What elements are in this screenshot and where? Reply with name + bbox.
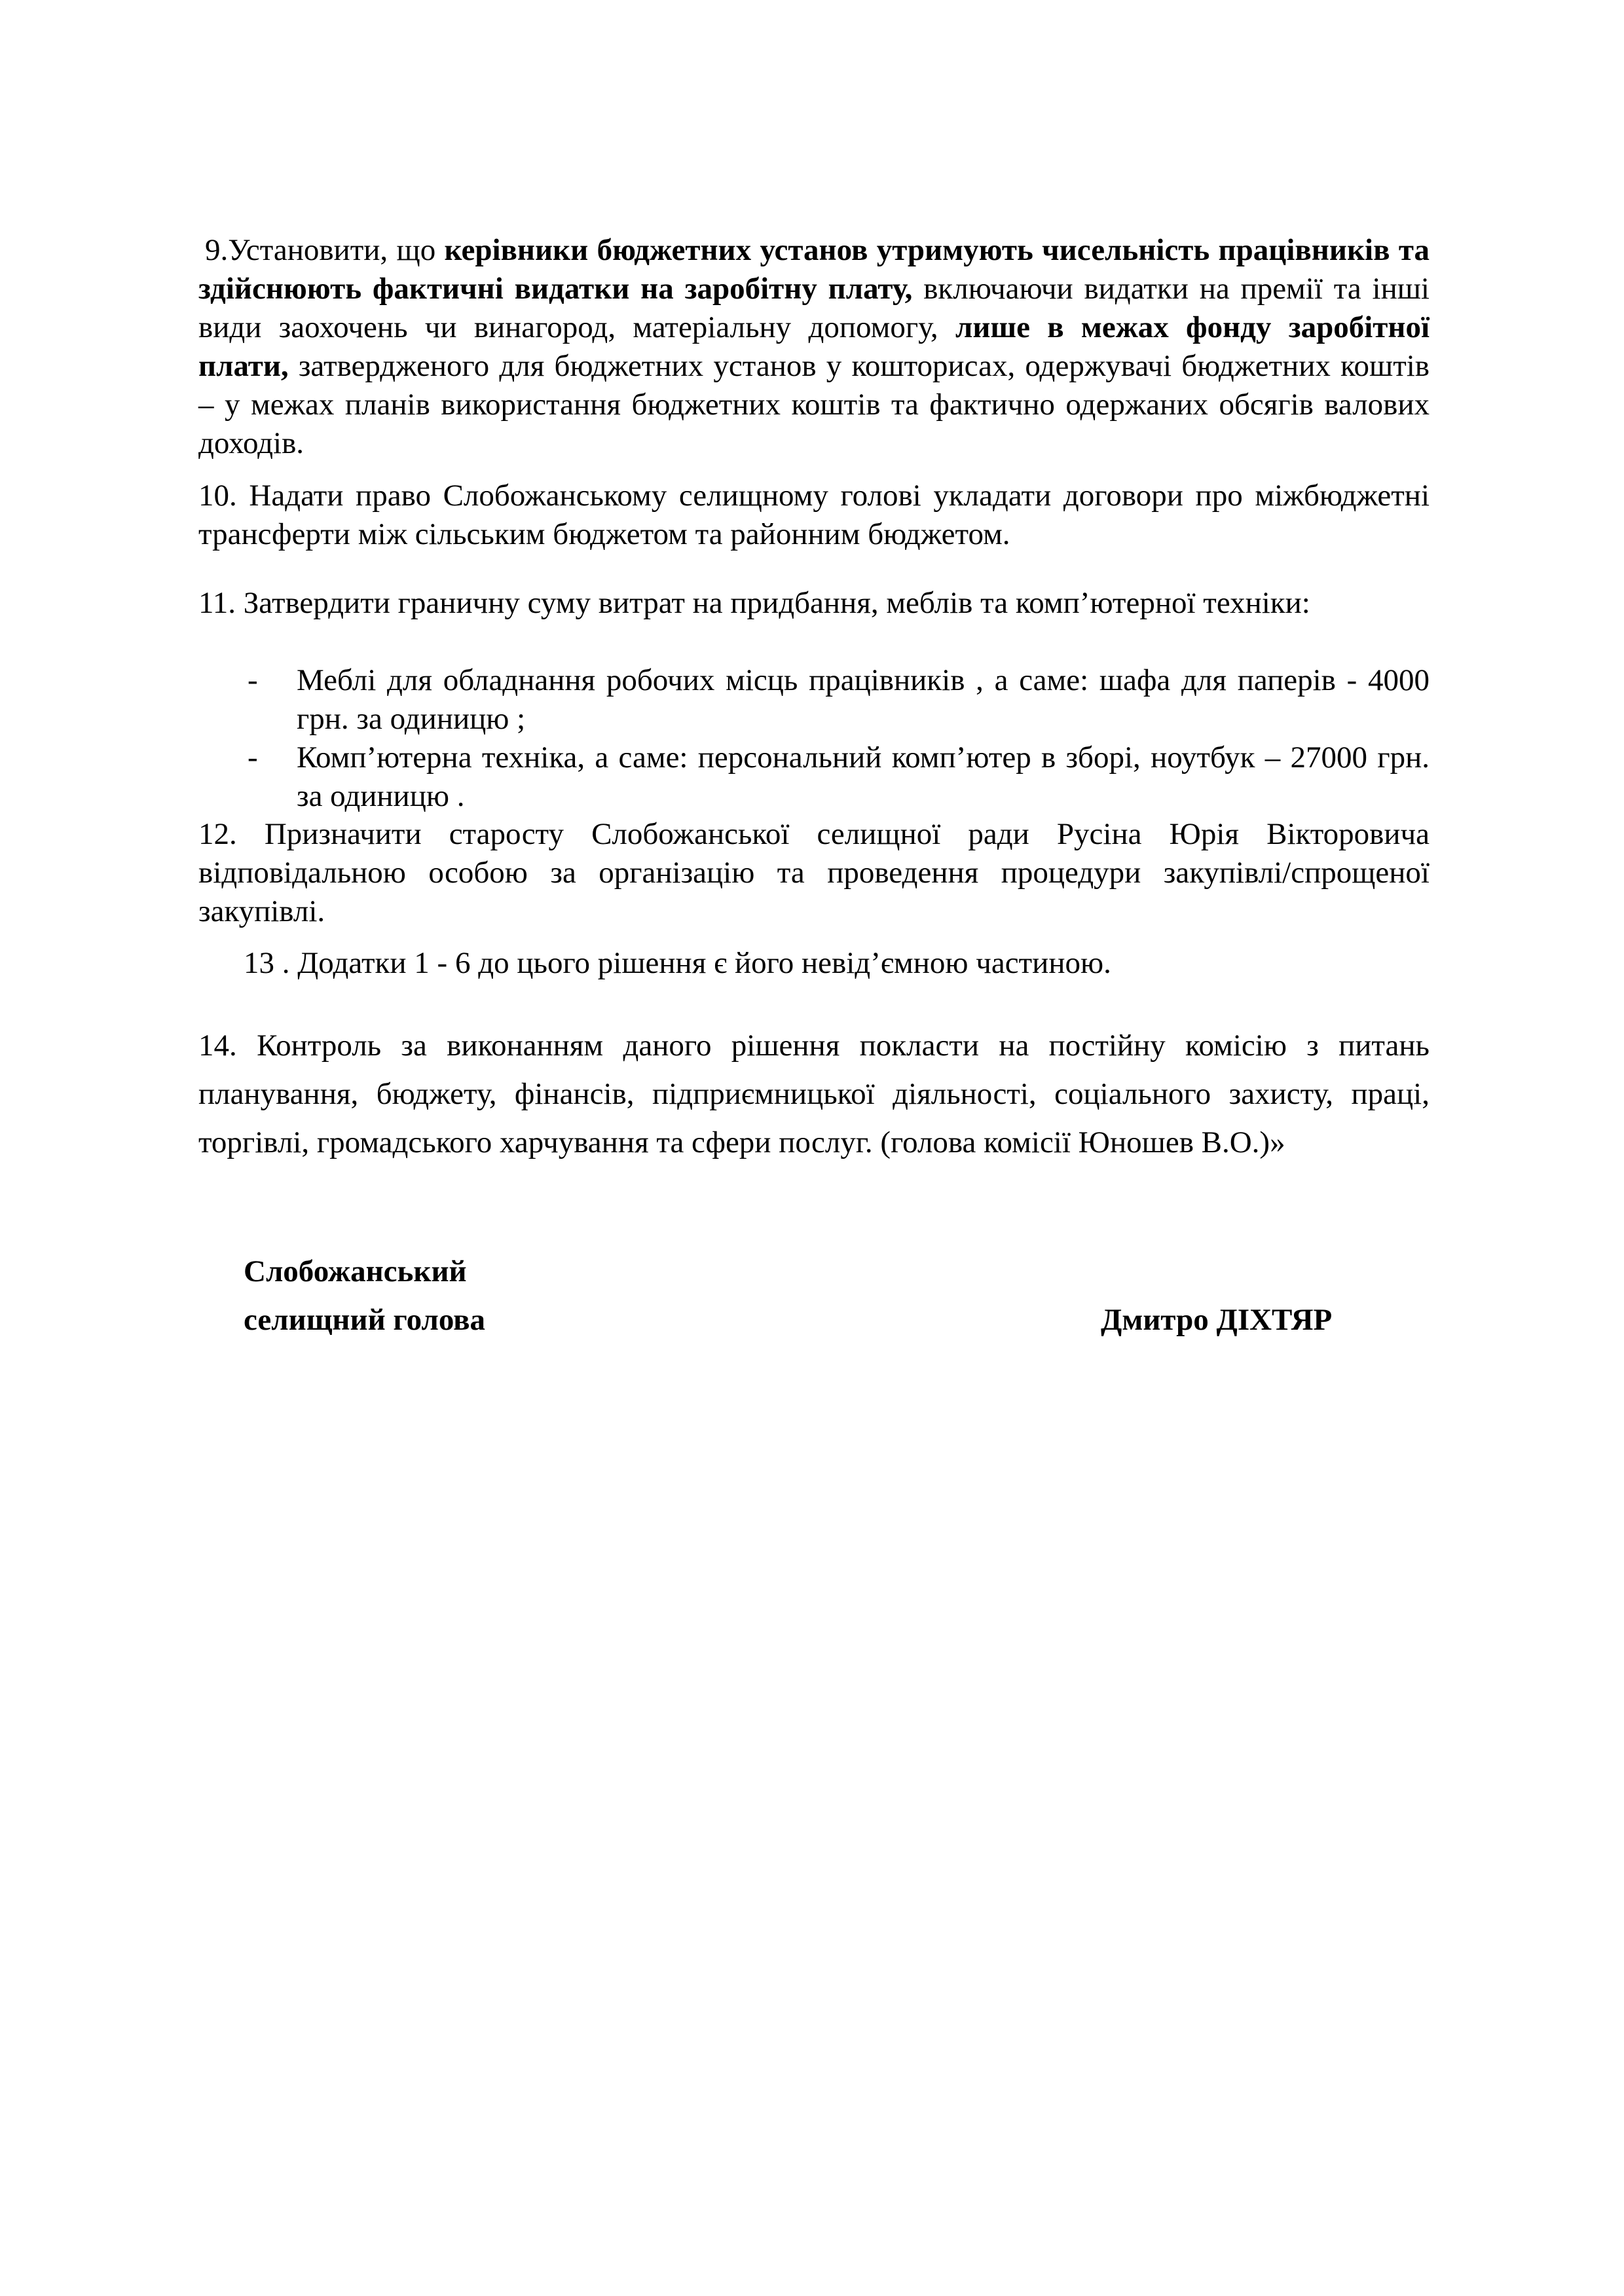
- paragraph-9: [198, 231, 1430, 463]
- paragraph-11: 11. Затвердити граничну суму витрат на придбання, меблів та комп’ютерної техніки:: [198, 586, 1310, 620]
- paragraph-9-bold-2: лише в межах фонду заробітної плати,: [198, 310, 1430, 383]
- expense-limits-list: [198, 661, 1430, 816]
- signature-title-line-2: селищний голова: [244, 1303, 486, 1337]
- paragraph-10: 10. Надати право Слобожанському селищному голові укладати договори про міжбюджетні трансферти між сільським бюджетом та районним бюджетом.: [198, 479, 1430, 551]
- paragraph-9-text-1: включаючи видатки на премії та інші види заохочень чи винагород, матеріальну допомогу,: [198, 272, 1430, 344]
- paragraph-13: 13 . Додатки 1 - 6 до цього рішення є його невід’ємною частиною.: [244, 946, 1111, 980]
- list-dash: -: [248, 740, 258, 774]
- paragraph-9-prefix: 9.Установити, що: [205, 233, 445, 267]
- signature-name: Дмитро ДІХТЯР: [1101, 1303, 1333, 1337]
- list-dash: -: [248, 663, 258, 697]
- list-item-text: Меблі для обладнання робочих місць працівників , а саме: шафа для паперів - 4000 грн. за одиницю ;: [297, 663, 1430, 736]
- paragraph-14: 14. Контроль за виконанням даного рішення покласти на постійну комісію з питань планування, бюджету, фінансів, підприємницької діяльності, соціального захисту, праці, торгівлі, громадського харчування та сфери послуг. (голова комісії Юношев В.О.)»: [198, 1029, 1430, 1159]
- list-item: [198, 738, 1430, 816]
- signature-title-line-1: Слобожанський: [244, 1254, 467, 1288]
- list-item: [198, 661, 1430, 738]
- signature-title: [244, 1247, 485, 1344]
- list-item-text: Комп’ютерна техніка, а саме: персональний комп’ютер в зборі, ноутбук – 27000 грн. за одиницю .: [297, 740, 1430, 813]
- paragraph-9-text-2: затвердженого для бюджетних установ у кошторисах, одержувачі бюджетних коштів – у межах планів використання бюджетних коштів та фактично одержаних обсягів валових доходів.: [198, 349, 1430, 460]
- paragraph-12: 12. Призначити старосту Слобожанської селищної ради Русіна Юрія Вікторовича відповідальною особою за організацію та проведення процедури закупівлі/спрощеної закупівлі.: [198, 817, 1430, 928]
- paragraph-9-bold-1: керівники бюджетних установ утримують чисельність працівників та здійснюють фактичні видатки на заробітну плату,: [198, 233, 1430, 306]
